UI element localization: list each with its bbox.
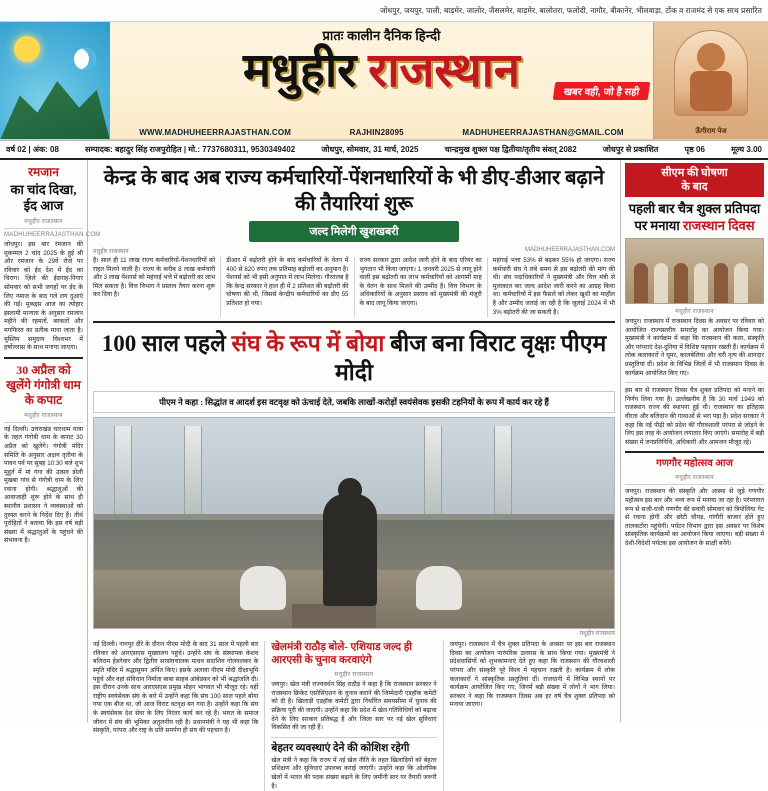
- place-date: जोधपुर, सोमवार, 31 मार्च, 2025: [321, 145, 419, 154]
- photo-figure: [674, 263, 688, 303]
- ramzan-story: [4, 163, 83, 214]
- email-address[interactable]: MADHUHEERRAJASTHAN@GMAIL.COM: [462, 128, 624, 137]
- right-photo-caption: मधुहीर राजस्थान: [675, 309, 714, 315]
- deity-image: [674, 30, 748, 116]
- website-url[interactable]: WWW.MADHUHEERRAJASTHAN.COM: [139, 128, 292, 137]
- photo-figure: [634, 263, 648, 303]
- story-col-2: [264, 641, 436, 791]
- secondary-headline-highlight: संघ के रूप में बोया: [231, 331, 385, 357]
- top-strip: [0, 0, 768, 22]
- sports-sub-headline: बेहतर व्यवस्थाएं देने की कोशिश रहेगी: [271, 742, 410, 754]
- masthead-contact-row: [110, 128, 653, 137]
- lead-body-col-2: डीआर में बढ़ोतरी होने के बाद कर्मचारियों के वेतन में 400 से 820 रुपए तक प्रतिमाह बढ़ोतरी का अनुमान है। पेंशनर्स को भी इसी अनुपात में लाभ मिलेगा। गौरतलब है कि केन्द्र सरकार ने हाल ही में 2 प्रतिशत की बढ़ोतरी की घोषणा की थी, जिससे केन्द्रीय कर्मचारियों का डीए 55 प्रतिशत हो गया।: [220, 257, 348, 317]
- rni-number: RAJHIN28095: [349, 128, 404, 137]
- divider: [271, 737, 436, 738]
- gangaur-headline: गणगौर महोत्सव आज: [656, 458, 733, 470]
- lead-watermark: MADHUHEERRAJASTHAN.COM: [524, 247, 615, 253]
- sports-body: जयपुर। खेल मंत्री राज्यवर्धन सिंह राठौड़ ने कहा है कि राजस्थान सरकार ने राजस्थान क्रिकेट एसोसिएशन के चुनाव कराने की जिम्मेदारी एडहॉक कमेटी को दी है। खिलाड़ी एडहॉक कमेटी द्वारा निर्धारित समयसीमा में चुनाव की प्रक्रिया पूरी की जाएगी। उन्होंने कहा कि प्रदेश में खेल गतिविधियों को बढ़ावा देने के लिए सरकार प्रतिबद्ध है और जिला स्तर पर नई खेल सुविधाएं विकसित की जा रही हैं।: [271, 681, 437, 732]
- price: मूल्य 3.00: [731, 145, 762, 154]
- story-col-3: [443, 641, 615, 791]
- gangaur-credit: मधुहीर राजस्थान: [675, 475, 714, 482]
- published-from: जोधपुर से प्रकाशित: [602, 145, 659, 154]
- ribbon-row: [93, 221, 615, 247]
- story-columns: [93, 641, 615, 791]
- circulation-cities: जोधपुर, जयपुर, पाली, बाड़मेर, जालोर, जैसलमेर, बाड़मेर, बालोतरा, फलोदी, नागौर, बीकानेर, भीलवाड़ा, टोंक व राजमंद से एक साथ प्रसारित: [379, 5, 762, 15]
- paper-title-part2: राजस्थान: [368, 45, 521, 97]
- main-photo-caption: मधुहीर राजस्थान: [579, 631, 615, 638]
- divider: [4, 422, 83, 423]
- page-count: पृष्ठ 06: [684, 145, 705, 154]
- photo-pillar: [424, 426, 442, 514]
- samvat-date: चान्द्रमुख शुक्ल पक्ष द्वितीया/तृतीय संवत् 2082: [444, 145, 577, 154]
- main-photo: [93, 417, 615, 629]
- hill-art: [0, 68, 110, 140]
- crescent-moon-icon: [74, 48, 96, 70]
- pm-story-body: नई दिल्ली। नागपुर दौरे के दौरान पीएम मोदी के बाद 31 साल में पहली बार रविवार को आरएसएस मुख्यालय पहुंचे। उन्होंने संघ के संस्थापक केशव बलिराम हेडगेवार और द्वितीय सरसंघचालक माधव सदाशिव गोलवलकर के स्मृति मंदिर में श्रद्धासुमन अर्पित किए। इसके अलावा पीएम मोदी दीक्षाभूमि पहुंचे और वहां संविधान निर्माता बाबा साहब आंबेडकर को भी श्रद्धांजलि दी। इस दौरान उनके साथ आरएसएस प्रमुख मोहन भागवत भी मौजूद रहे। वहीं राष्ट्रीय स्वयंसेवक संघ के बारे में उन्होंने कहा कि संघ 100 साल पहले बोया गया एक बीज था, जो आज विराट वटवृक्ष बन गया है। उन्होंने कहा कि संघ के स्वयंसेवक देश सेवा के लिए निरंतर कार्य कर रहे हैं। भारत के समाज जीवन में संघ की भूमिका अतुलनीय रही है। प्रधानमंत्री ने यह भी कहा कि संस्कृति, परंपरा और राष्ट्र के प्रति समर्पण ही संघ की पहचान है।: [93, 641, 259, 735]
- photo-figure: [694, 263, 708, 303]
- story-credit: मधुहीर राजस्थान: [24, 219, 63, 225]
- ramzan-body: जोधपुर। इस बार रमजान की मुकम्मल 2 चांद 2025 के हुई श्री और रमजान के 29वें रोजे पर रविवार को ईद देश में ईद का चिराग। ज़िले की ईदगाह-निगार सोमवार को सभी जगहों पर ईद के लिए नमाज के बाद गले लग दुआएं की गई। मुकद्दस आज का त्योहार इस्लामी मान्यता के अनुसार रमजान महीने की रहमतों, बरकतों और मगफिरत का प्रतीक माना जाता है। मुस्लिम समुदाय विश्वभर में हर्षोल्लास के साथ मनाया जाएगा।: [4, 241, 83, 352]
- photo-figure: [714, 263, 728, 303]
- photo-pillar: [114, 426, 132, 514]
- photo-pillar: [184, 426, 202, 514]
- cm-banner-line-1: सीएम की घोषणा: [661, 167, 728, 179]
- deity-caption: ऊँगीराम पेज: [695, 128, 727, 135]
- photo-statue-plinth: [292, 604, 376, 628]
- divider-dark: [93, 321, 615, 323]
- divider-dark: [4, 357, 83, 359]
- gangotri-credit: मधुहीर राजस्थान: [24, 412, 63, 419]
- photo-person: [240, 566, 286, 610]
- khabar-badge: खबर वही, जो है सही: [552, 82, 650, 100]
- lead-ribbon: जल्द मिलेगी खुशखबरी: [249, 221, 459, 242]
- story-col-1: [93, 641, 258, 791]
- page-content: [0, 160, 768, 790]
- secondary-headline-part1: 100 साल पहले: [101, 331, 232, 357]
- right-headline-part1: पहली बार चैत्र शुक्ल प्रतिपदा पर मनाया: [628, 201, 761, 233]
- divider: [4, 228, 83, 229]
- lead-body-columns: [93, 257, 615, 317]
- lead-credit: मधुहीर राजस्थान: [93, 249, 129, 255]
- cm-banner-line-2: के बाद: [681, 181, 708, 193]
- right-headline: [625, 200, 764, 234]
- pull-quote: पीएम ने कहा : सिद्धांत व आदर्श इस वटवृक्ष को ऊंचाई देते, जबकि लाखों-करोड़ों स्वयंसेवक इसकी टहनियों के रूप में कार्य कर रहे हैं: [93, 391, 615, 413]
- lead-body-col-4: महंगाई भत्ता 53% से बढ़कर 55% हो जाएगा। राज्य कर्मचारी संघ ने लंबे समय से इस बढ़ोतरी की मांग की थी। संघ पदाधिकारियों ने मुख्यमंत्री और वित्त मंत्री से मुलाकात कर जल्द आदेश जारी करने का आग्रह किया था। कर्मचारियों में इस फैसले को लेकर खुशी का माहौल है और उम्मीद जताई जा रही है कि जुलाई 2024 में भी 3% बढ़ोतरी की जा सकती है।: [487, 257, 615, 317]
- masthead-left-art: [0, 22, 110, 140]
- rajasthan-diwas-body: जयपुर। राजस्थान में चैत्र शुक्ल प्रतिपदा के अवसर पर इस बार राजस्थान दिवस का आयोजन पारंपरिक उल्लास के साथ किया गया। मुख्यमंत्री ने प्रदेशवासियों को शुभकामनाएं देते हुए कहा कि राजस्थान की गौरवशाली परंपरा और संस्कृति पूरे विश्व में पहचान रखती है। कार्यक्रम में लोक कलाकारों ने सांस्कृतिक प्रस्तुतियां दीं। राजधानी में विभिन्न स्थानों पर कार्यक्रम आयोजित किए गए, जिनमें बड़ी संख्या में लोगों ने भाग लिया। सरकार ने कहा कि राजस्थान दिवस अब हर वर्ष चैत्र शुक्ल प्रतिपदा को मनाया जाएगा।: [449, 641, 615, 709]
- info-bar: [0, 140, 768, 160]
- masthead-tagline: प्रातः कालीन दैनिक हिन्दी: [322, 28, 441, 43]
- divider-dark: [625, 451, 764, 453]
- right-photo: [625, 238, 764, 304]
- sports-headline: खेलमंत्री राठौड़ बोले- एशियाड जल्द ही आरएसी के चुनाव करवाएंगे: [271, 642, 413, 667]
- lead-body-col-3: राज्य सरकार द्वारा आदेश जारी होने के बाद एरियर का भुगतान भी किया जाएगा। 1 जनवरी 2025 से लागू होने वाली इस बढ़ोतरी का लाभ कर्मचारियों को आगामी माह के वेतन के साथ मिलने की उम्मीद है। वित्त विभाग के अधिकारियों के अनुसार प्रस्ताव को मुख्यमंत्री की मंजूरी के बाद लागू किया जाएगा।: [354, 257, 482, 317]
- secondary-headline-part2: बीज बना विराट वृक्षः पीएम मोदी: [335, 331, 607, 386]
- lead-headline: केन्द्र के बाद अब राज्य कर्मचारियों-पेंशनधारियों के भी डीए-डीआर बढ़ाने की तैयारियां शुरू: [103, 167, 605, 215]
- photo-person: [416, 566, 462, 610]
- gangaur-body: जयपुर। राजस्थान की संस्कृति और आस्था से जुड़े गणगौर महोत्सव इस बार और भव्य रूप में मनाया जा रहा है। परंपरागत रूप से सजी-धजी गणगौर की सवारी सोमवार को त्रिपोलिया गेट से रवाना होगी और छोटी चौपड़, गांगौरी बाजार होते हुए तालकटोरा पहुंचेगी। पर्यटन विभाग द्वारा इस अवसर पर विशेष सांस्कृतिक कार्यक्रमों का आयोजन किया जाएगा। बड़ी संख्या में देशी-विदेशी पर्यटक इस आयोजन के साक्षी बनेंगे।: [625, 488, 764, 547]
- sports-credit: मधुहीर राजस्थान: [334, 672, 374, 679]
- divider: [625, 484, 764, 485]
- editor-info: सम्पादक: बहादुर सिंह राजपुरोहित | मो.: 7737680311, 9530349402: [85, 145, 296, 154]
- secondary-headline: [93, 329, 615, 387]
- left-column: [0, 160, 101, 722]
- divider: [625, 382, 764, 383]
- paper-title-part1: मधुहीर: [242, 45, 357, 97]
- masthead: [0, 22, 768, 140]
- lead-body-col-1: है। साल ही 11 लाख राज्य कर्मचारियों-पेंशनधारियों को राहत मिलने वाली है। राज्य के करीब 8 लाख कर्मचारी और 3 लाख पेंशनर्स को महंगाई भत्ते में बढ़ोतरी का लाभ मिल सकता है। वित्त विभाग ने प्रस्ताव तैयार करना शुरू कर दिया है।: [93, 257, 216, 299]
- volume-issue: वर्ष 02 | अंक: 08: [6, 145, 59, 154]
- photo-figure: [654, 263, 668, 303]
- main-column: [88, 160, 620, 790]
- photo-statue: [323, 494, 377, 606]
- right-body-2: इस बार से राजस्थान दिवस चैत्र शुक्ल प्रतिपदा को मनाने का निर्णय लिया गया है। उल्लेखनीय है कि 30 मार्च 1949 को राजस्थान राज्य की स्थापना हुई थी। राजस्थान का इतिहास वीरता और बलिदान की गाथाओं से भरा पड़ा है। प्रदेश सरकार ने कहा कि नई पीढ़ी को प्रदेश की गौरवशाली परंपरा से जोड़ने के लिए इस तरह के आयोजन लगातार किए जाएंगे। समारोह में बड़ी संख्या में जनप्रतिनिधि, अधिकारी और आमजन मौजूद रहे।: [625, 387, 764, 446]
- ramzan-kicker: रमजान: [28, 165, 59, 179]
- sun-icon: [14, 36, 40, 62]
- right-column: [620, 160, 768, 722]
- masthead-right-art: [653, 22, 768, 140]
- gangotri-headline: 30 अप्रैल को खुलेंगे गंगोत्री धाम के कपाट: [6, 362, 81, 407]
- ramzan-headline: का चांद दिखा, ईद आज: [10, 182, 77, 213]
- right-body-1: जयपुर। राजस्थान में राजस्थान दिवस के अवसर पर रविवार को आयोजित राज्यस्तरीय समारोह का आयोजन किया गया। मुख्यमंत्री ने कार्यक्रम में कहा कि राजस्थान की कला, संस्कृति और परंपराएं देश-दुनिया में विशिष्ट पहचान रखती हैं। कार्यक्रम में लोक कलाकारों ने घूमर, कालबेलिया और चरी नृत्य की शानदार प्रस्तुतियां दीं। प्रदेश के विभिन्न जिलों में भी राजस्थान दिवस के कार्यक्रम आयोजित किए गए।: [625, 318, 764, 377]
- right-headline-highlight: राजस्थान दिवस: [682, 218, 755, 233]
- photo-pillar: [494, 426, 512, 514]
- gangotri-body: नई दिल्ली। उत्तराखंड चारधाम यात्रा के तहत गंगोत्री धाम के कपाट 30 अप्रैल को खुलेंगे। गंगोत्री मंदिर समिति के अनुसार अक्षय तृतीया के पावन पर्व पर सुबह 10:30 बजे शुभ मुहूर्त में मां गंगा की उत्सव डोली मुखबा गांव से गंगोत्री धाम के लिए रवाना होगी। श्रद्धालुओं की आवाजाही शुरू होने के साथ ही स्थानीय प्रशासन ने व्यवस्थाओं को दुरुस्त करने के निर्देश दिए हैं। तीर्थ पुरोहितों ने बताया कि इस वर्ष बड़ी संख्या में श्रद्धालुओं के पहुंचने की संभावना है।: [4, 425, 83, 545]
- lead-byline-row: [93, 247, 615, 255]
- sports-sub-body: खेल मंत्री ने कहा कि राज्य में नई खेल नीति के तहत खिलाड़ियों को बेहतर प्रशिक्षण और सुविधाएं उपलब्ध कराई जाएंगी। उन्होंने कहा कि ओलंपिक खेलों में भारत की पदक संख्या बढ़ाने के लिए जमीनी स्तर पर तैयारी जरूरी है।: [271, 756, 437, 790]
- photo-figure: [734, 263, 748, 303]
- masthead-center: [110, 22, 653, 139]
- cm-announcement-banner: [625, 163, 764, 197]
- watermark: MADHUHEERRAJASTHAN.COM: [4, 232, 101, 238]
